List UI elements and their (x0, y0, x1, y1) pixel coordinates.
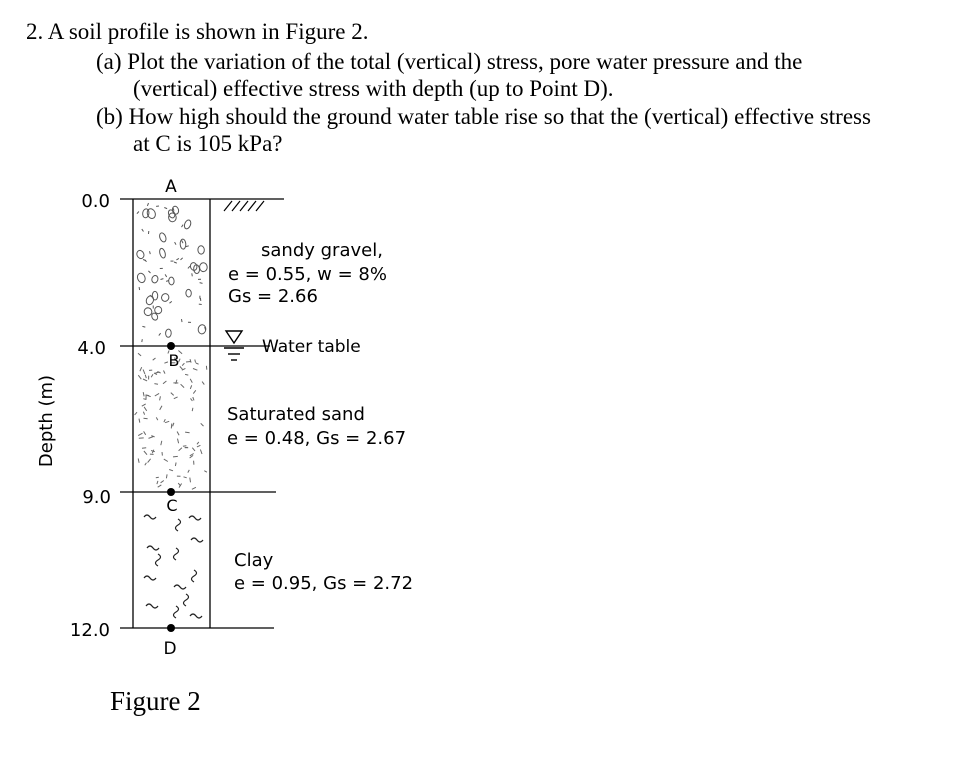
point-d-marker (167, 624, 175, 632)
figure-caption: Figure 2 (110, 686, 201, 716)
water-table-label: Water table (262, 337, 361, 357)
gravel-name: sandy gravel, (261, 240, 383, 261)
point-c-label: C (166, 496, 178, 515)
sand-pattern (135, 351, 207, 490)
part-a-line-1: (a) Plot the variation of the total (vertical) stress, pore water pressure and the (96, 49, 803, 74)
depth-label-12: 12.0 (69, 620, 110, 641)
sand-props-1: e = 0.48, Gs = 2.67 (227, 428, 407, 449)
ground-hatch (224, 201, 264, 211)
part-b-line-2: at C is 105 kPa? (133, 131, 283, 156)
point-b-label: B (168, 351, 180, 370)
depth-label-9: 9.0 (82, 487, 111, 508)
question-title: 2. A soil profile is shown in Figure 2. (26, 19, 369, 44)
point-a-label: A (165, 177, 177, 197)
gravel-pattern (136, 203, 208, 342)
part-a-line-2: (vertical) effective stress with depth (up to Point D). (133, 76, 614, 101)
gravel-props-2: Gs = 2.66 (228, 286, 318, 307)
clay-pattern (144, 515, 203, 618)
point-c-marker (167, 488, 175, 496)
clay-props-1: e = 0.95, Gs = 2.72 (234, 573, 414, 594)
part-b-line-1: (b) How high should the ground water table rise so that the (vertical) effective stress (96, 104, 871, 129)
clay-name: Clay (234, 550, 274, 571)
depth-axis-label: Depth (m) (36, 374, 57, 468)
gravel-props-1: e = 0.55, w = 8% (228, 264, 387, 285)
sand-name: Saturated sand (227, 404, 365, 425)
depth-label-0: 0.0 (81, 191, 110, 212)
point-b-marker (167, 342, 175, 350)
point-d-label: D (163, 639, 177, 659)
depth-label-4: 4.0 (77, 338, 106, 359)
